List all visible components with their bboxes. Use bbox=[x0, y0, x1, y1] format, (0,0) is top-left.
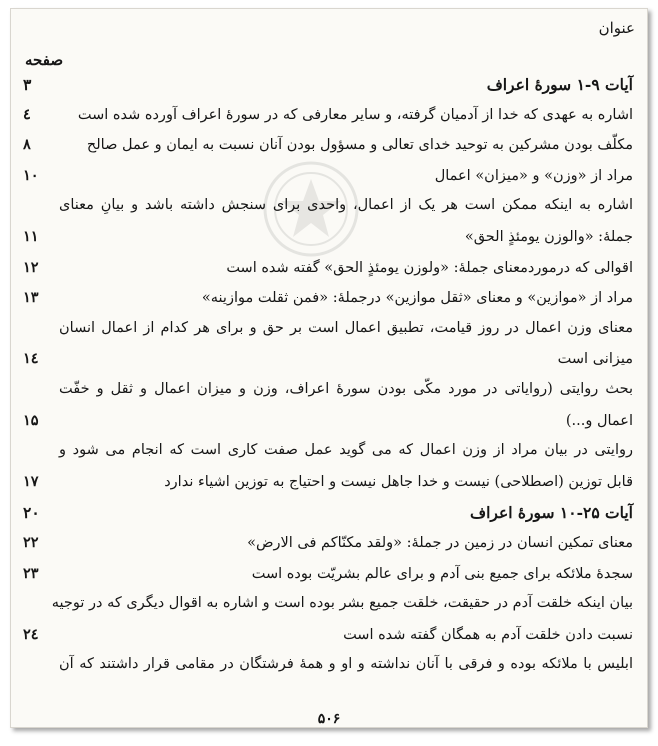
toc-entry bbox=[23, 228, 633, 245]
toc-entry-page: ۲۳ bbox=[23, 564, 39, 582]
toc-entry-text: بیان اینکه خلقت آدم در حقیقت، خلقت جمیع بشر بوده است و اشاره به اقوال دیگری که در توجیه bbox=[51, 595, 633, 612]
section-heading bbox=[23, 75, 633, 94]
toc-entry-text: اشاره به عهدی که خدا از آدمیان گرفته، و سایر معارفی که در سورهٔ اعراف آورده شده است bbox=[77, 106, 633, 123]
toc-entry-page: ۱۳ bbox=[23, 289, 39, 307]
column-header-page: صفحه bbox=[25, 51, 64, 69]
toc-entry bbox=[23, 167, 633, 184]
toc-entry-page: ۱۱ bbox=[23, 228, 39, 245]
toc-entry-text: روایتی در بیان مراد از وزن اعمال که می گوید عمل صفت کاری است که انجام می شود و bbox=[59, 442, 633, 459]
toc-entry-page: ٤ bbox=[23, 105, 31, 123]
toc-entry bbox=[23, 106, 633, 123]
toc-entry-page: ۸ bbox=[23, 136, 31, 154]
toc-entry bbox=[23, 656, 633, 672]
document-page bbox=[10, 8, 648, 728]
toc-entry-page: ۱۵ bbox=[23, 411, 39, 429]
toc-entry-page: ۱۰ bbox=[23, 166, 39, 184]
toc-entry bbox=[23, 381, 633, 397]
toc-entry-text: مکلّف بودن مشرکین به توحید خدای تعالی و مسؤول بودن آنان نسبت به ایمان و عمل صالح bbox=[86, 137, 633, 154]
toc-entry-text: مراد از «وزن» و «میزان» اعمال bbox=[434, 167, 633, 184]
toc-entry-text: جملهٔ: «والوزن یومئذٍ الحق» bbox=[464, 229, 633, 245]
toc-entry-text: نسبت دادن خلقت آدم به همگان گفته شده است bbox=[343, 626, 633, 643]
toc-entry-text: آیات ۹-۱ سورهٔ اعراف bbox=[486, 75, 633, 94]
toc-entry-text: اعمال و...) bbox=[565, 412, 633, 429]
toc-entry-text: مراد از «موازین» و معنای «ثقل موازین» درجملهٔ: «فمن ثقلت موازینه» bbox=[201, 290, 633, 307]
toc-entry-text: سجدهٔ ملائکه برای جمیع بنی آدم و برای عالم بشریّت بوده است bbox=[251, 565, 633, 582]
toc-entry-text: معنای تمکین انسان در زمین در جملهٔ: «ولقد مکنّاکم فی الارض» bbox=[247, 535, 633, 551]
toc-entry-page: ۱۷ bbox=[23, 472, 39, 490]
toc-entry bbox=[23, 320, 633, 336]
toc-entry bbox=[23, 534, 633, 551]
toc-entry bbox=[23, 565, 633, 582]
toc-entry bbox=[23, 350, 633, 367]
column-header-title: عنوان bbox=[598, 19, 635, 37]
toc-entry bbox=[23, 412, 633, 429]
toc-entry-text: اشاره به اینکه ممکن است هر یک از اعمال، واحدی برای سنجش داشته باشد و بیانِ معنای bbox=[59, 197, 633, 214]
toc-entry-page: ۱۲ bbox=[23, 258, 39, 276]
toc-entry-page: ۲۲ bbox=[23, 534, 39, 551]
toc-entry-text: آیات ۲۵-۱۰ سورهٔ اعراف bbox=[470, 503, 633, 523]
toc-entry-text: میزانی است bbox=[557, 351, 633, 368]
toc-entry-text: قابل توزین (اصطلاحی) نیست و خدا جاهل نیست و احتیاج به توزین اشیاء ندارد bbox=[164, 473, 633, 490]
toc-entry bbox=[23, 442, 633, 458]
toc-entry-page: ۳ bbox=[23, 75, 32, 94]
toc-entry-text: معنای وزن اعمال در روز قیامت، تطبیق اعمال است بر حق و برای هر کدام از اعمال انسان bbox=[59, 319, 633, 336]
toc-entry-page: ۲۰ bbox=[23, 503, 40, 523]
toc-entry-page: ۱٤ bbox=[23, 350, 39, 368]
toc-entry bbox=[23, 595, 633, 611]
toc-entry-text: بحث روایتی (روایاتی در مورد مکّی بودن سورهٔ اعراف، وزن و میزان اعمال و ثقل و خفّت bbox=[59, 381, 633, 397]
toc-entry-text: ابلیس با ملائکه بوده و فرقی با آنان نداشته و او و همهٔ فرشتگان در مقامی قرار داشتند که آن bbox=[59, 656, 633, 673]
section-heading bbox=[23, 503, 633, 522]
toc-entry-text: اقوالی که درموردمعنای جملهٔ: «ولوزن یومئذٍ الحق» گفته شده است bbox=[226, 259, 633, 276]
toc-entry bbox=[23, 136, 633, 153]
page-number: ۵۰۶ bbox=[317, 711, 341, 727]
toc-entry bbox=[23, 626, 633, 643]
toc-entry bbox=[23, 473, 633, 490]
toc-entry-page: ۲٤ bbox=[23, 625, 39, 643]
toc-entry bbox=[23, 289, 633, 306]
toc-entry bbox=[23, 197, 633, 213]
toc-entry bbox=[23, 259, 633, 276]
